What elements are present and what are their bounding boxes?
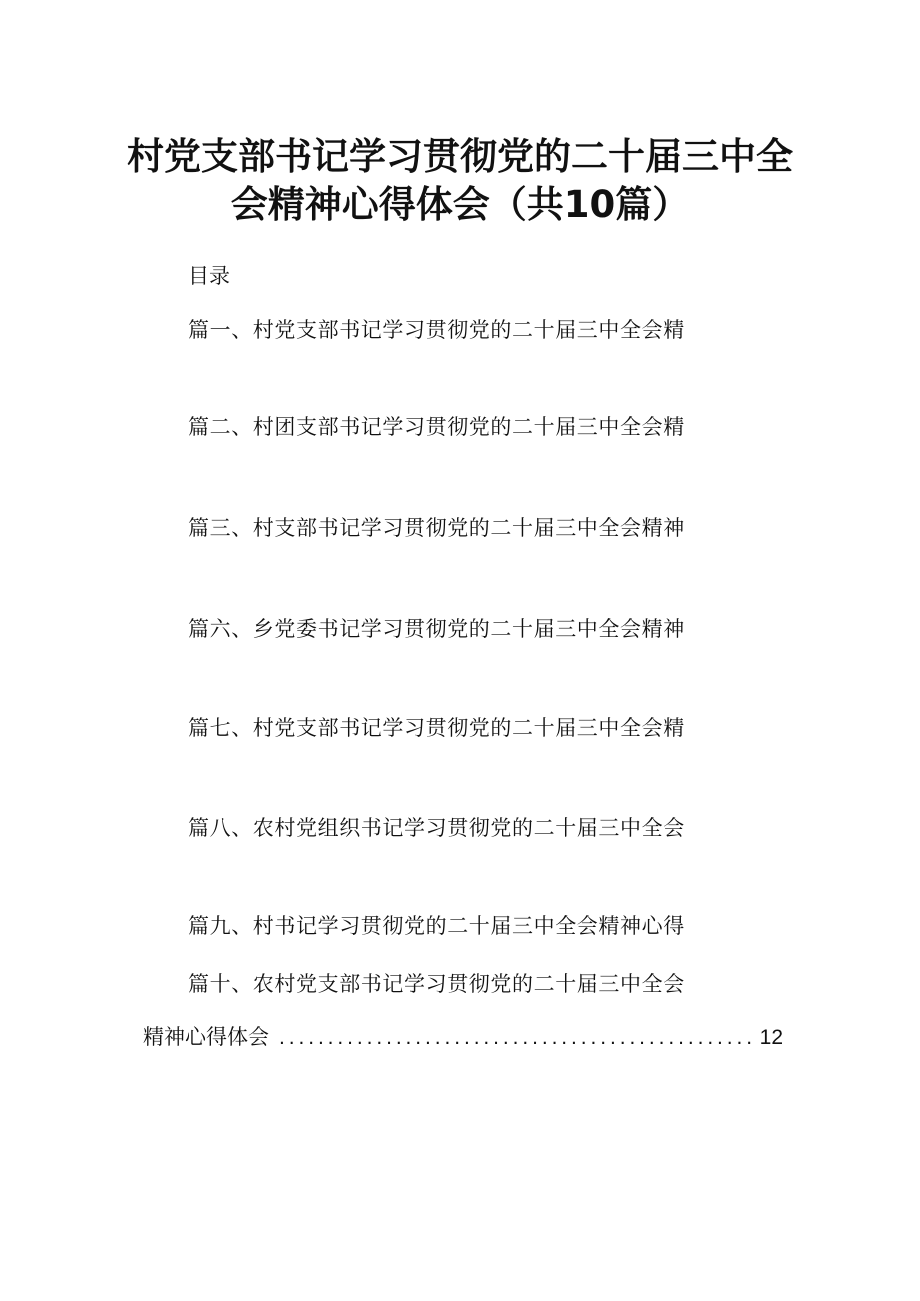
toc-item-8[interactable]: 篇八、农村党组织书记学习贯彻党的二十届三中全会: [188, 816, 685, 840]
document-title-line-2: 会精神心得体会（共10篇）: [230, 183, 690, 226]
toc-item-10[interactable]: 篇十、农村党支部书记学习贯彻党的二十届三中全会: [188, 972, 685, 996]
toc-dot-leader: [279, 1024, 754, 1052]
toc-item-9[interactable]: 篇九、村书记学习贯彻党的二十届三中全会精神心得: [188, 914, 685, 938]
toc-item-1[interactable]: 篇一、村党支部书记学习贯彻党的二十届三中全会精: [188, 318, 685, 342]
toc-item-2[interactable]: 篇二、村团支部书记学习贯彻党的二十届三中全会精: [188, 415, 685, 439]
toc-page-number: 12: [759, 1026, 783, 1049]
toc-heading: 目录: [188, 264, 230, 288]
toc-item-10-continuation-text: 精神心得体会: [143, 1025, 269, 1049]
toc-item-3[interactable]: 篇三、村支部书记学习贯彻党的二十届三中全会精神: [188, 516, 685, 540]
document-title-line-1: 村党支部书记学习贯彻党的二十届三中全: [127, 135, 793, 178]
toc-item-10-continuation[interactable]: [143, 1023, 783, 1052]
toc-item-7[interactable]: 篇七、村党支部书记学习贯彻党的二十届三中全会精: [188, 716, 685, 740]
toc-item-6[interactable]: 篇六、乡党委书记学习贯彻党的二十届三中全会精神: [188, 617, 685, 641]
